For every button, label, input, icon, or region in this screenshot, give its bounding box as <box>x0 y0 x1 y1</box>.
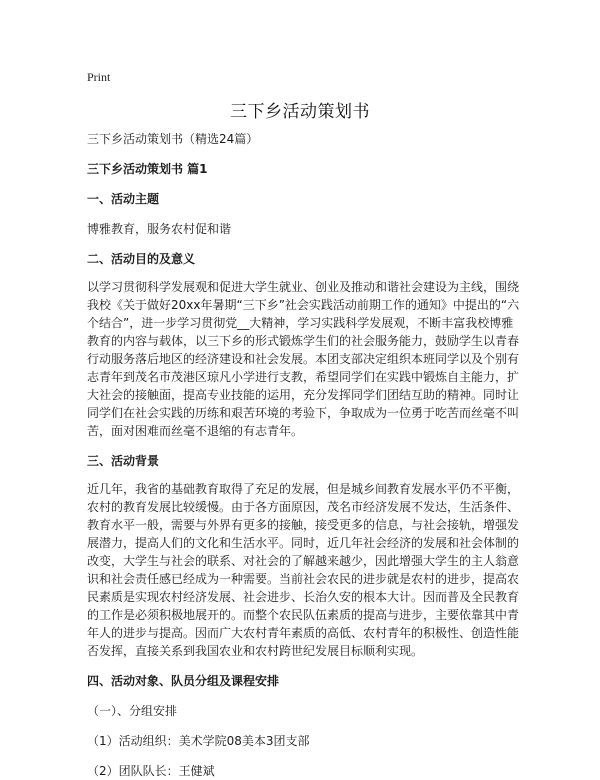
section-heading-arrangement: 四、活动对象、队员分组及课程安排 <box>87 674 280 688</box>
paragraph-line: 的工作是必须积极地展开的。而整个农民队伍素质的提高与进步，主要依靠其中青 <box>87 608 519 622</box>
paragraph-line: 年人的进步与提高。因而广大农村青年素质的高低、农村青年的积极性、创造性能 <box>87 626 519 640</box>
paragraph-line: 农村的教育发展比较缓慢。由于各方面原因，茂名市经济发展不发达，生活条件、 <box>87 500 519 514</box>
paragraph-line: 我校《关于做好20xx年暑期“三下乡”社会实践活动前期工作的通知》中提出的“六 <box>87 298 519 312</box>
section-heading-background: 三、活动背景 <box>87 454 160 468</box>
section-body-purpose <box>87 278 519 440</box>
paragraph-line: 教育水平一般，需要与外界有更多的接触，接受更多的信息，与社会接轨，增强发 <box>87 518 519 532</box>
section-body-background <box>87 480 519 660</box>
paragraph-line: 个结合”，进一步学习贯彻党__大精神，学习实践科学发展观，不断丰富我校博雅 <box>87 316 514 330</box>
page-title: 三下乡活动策划书 <box>230 102 370 122</box>
paragraph-line: 近几年，我省的基础教育取得了充足的发展，但是城乡间教育发展水平仍不平衡， <box>87 482 519 496</box>
print-label[interactable]: Print <box>87 70 111 84</box>
paragraph-line: 否发挥，直接关系到我国农业和农村跨世纪发展目标顺利实现。 <box>87 644 424 658</box>
paragraph-line: 同学们在社会实践的历练和艰苦环境的考验下，争取成为一位勇于吃苦而丝毫不叫 <box>87 406 519 420</box>
document-body <box>87 130 519 780</box>
section-heading-purpose: 二、活动目的及意义 <box>87 252 196 266</box>
document-subtitle: 三下乡活动策划书（精选24篇） <box>87 132 259 146</box>
paragraph-line: 苦，面对困难而丝毫不退缩的有志青年。 <box>87 424 304 438</box>
article-heading: 三下乡活动策划书 篇1 <box>87 162 208 176</box>
paragraph-line: 识和社会责任感已经成为一种需要。当前社会农民的进步就是农村的进步，提高农 <box>87 572 519 586</box>
paragraph-line: 改变，大学生与社会的联系、对社会的了解越来越少，因此增强大学生的主人翁意 <box>87 554 519 568</box>
paragraph-line: 展潜力，提高人们的文化和生活水平。同时，近几年社会经济的发展和社会体制的 <box>87 536 519 550</box>
paragraph-line: 教育的内容与载体，以三下乡的形式锻炼学生们的社会服务能力，鼓励学生以青春 <box>87 334 519 348</box>
list-item: （1）活动组织：美术学院08美本3团支部 <box>87 734 310 748</box>
section-heading-theme: 一、活动主题 <box>87 192 160 206</box>
paragraph-line: 志青年到茂名市茂港区琼凡小学进行支教，希望同学们在实践中锻炼自主能力，扩 <box>87 370 519 384</box>
paragraph-line: 行动服务落后地区的经济建设和社会发展。本团支部决定组织本班同学以及个别有 <box>87 352 519 366</box>
list-item: （2）团队队长：王健斌 <box>87 764 215 778</box>
list-item: （一）、分组安排 <box>87 704 178 718</box>
paragraph-line: 以学习贯彻科学发展观和促进大学生就业、创业及推动和谐社会建设为主线，围绕 <box>87 280 519 294</box>
section-body-theme: 博雅教育，服务农村促和谐 <box>87 222 232 236</box>
paragraph-line: 民素质是实现农村经济发展、社会进步、长治久安的根本大计。因而普及全民教育 <box>87 590 519 604</box>
paragraph-line: 大社会的接触面，提高专业技能的运用，充分发挥同学们团结互助的精神。同时让 <box>87 388 519 402</box>
